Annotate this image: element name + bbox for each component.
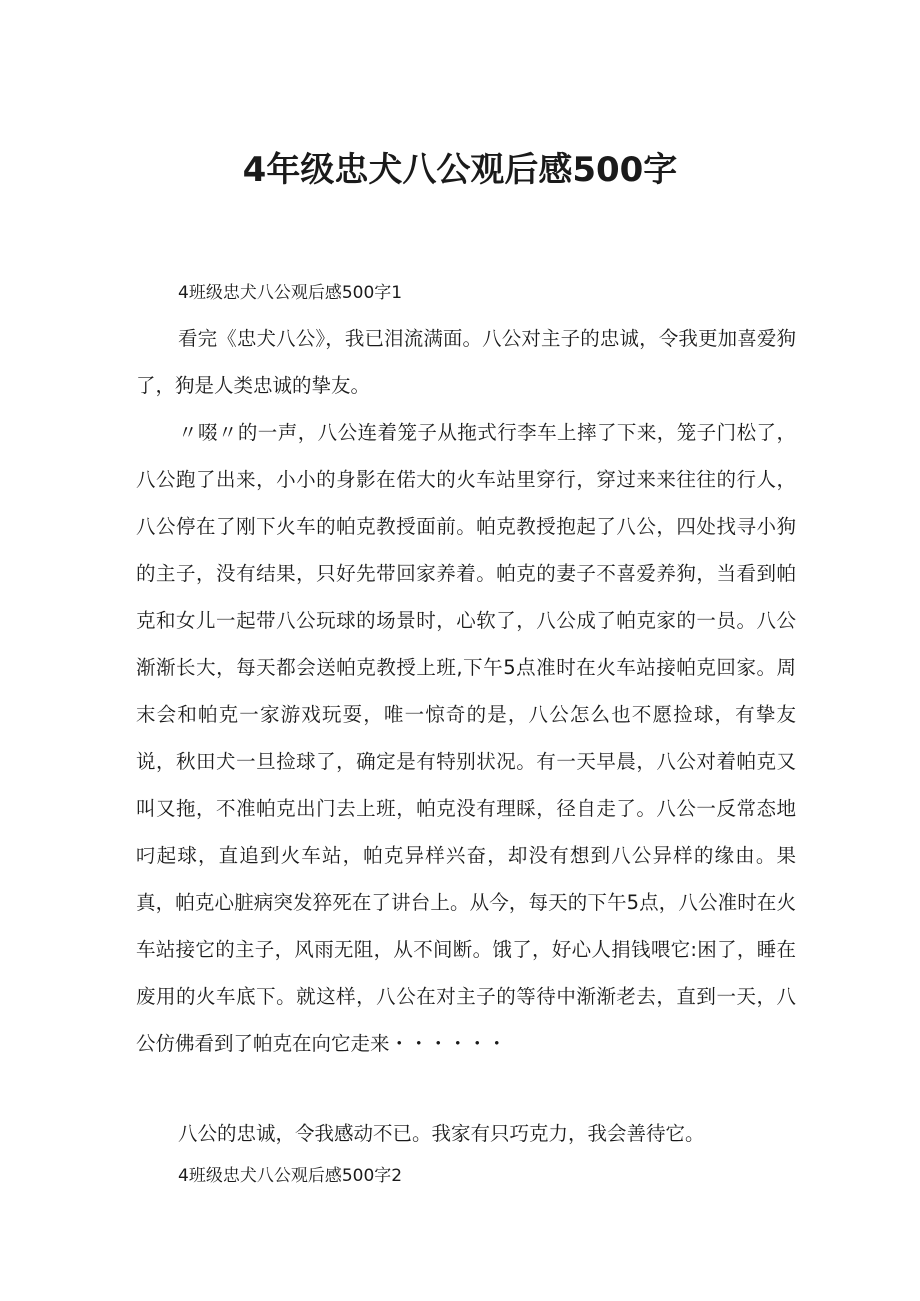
- paragraph-1: 看完《忠犬八公》，我已泪流满面。八公对主子的忠诚，令我更加喜爱狗了，狗是人类忠诚的挚友。: [136, 327, 796, 397]
- paragraph-3: 八公的忠诚，令我感动不已。我家有只巧克力，我会善待它。: [178, 1122, 705, 1145]
- document-title: 4年级忠犬八公观后感500字: [242, 150, 678, 190]
- paragraph-2: 〃啜〃的一声，八公连着笼子从拖式行李车上摔了下来，笼子门松了，八公跑了出来，小小的身影在偌大的火车站里穿行，穿过来来往往的行人，八公停在了刚下火车的帕克教授面前。帕克教授抱起了八公，四处找寻小狗的主子，没有结果，只好先带回家养着。帕克的妻子不喜爱养狗，当看到帕克和女儿一起带八公玩球的场景时，心软了，八公成了帕克家的一员。八公渐渐长大，每天都会送帕克教授上班,下午5点准时在火车站接帕克回家。周末会和帕克一家游戏玩耍，唯一惊奇的是，八公怎么也不愿捡球，有挚友说，秋田犬一旦捡球了，确定是有特别状况。有一天早晨，八公对着帕克又叫又拖，不准帕克出门去上班，帕克没有理睬，径自走了。八公一反常态地叼起球，直追到火车站，帕克异样兴奋，却没有想到八公异样的缘由。果真，帕克心脏病突发猝死在了讲台上。从今，每天的下午5点，八公准时在火车站接它的主子，风雨无阻，从不间断。饿了，好心人捐钱喂它:困了，睡在废用的火车底下。就这样，八公在对主子的等待中渐渐老去，直到一天，八公仿佛看到了帕克在向它走来・・・・・・: [136, 421, 796, 1055]
- section-heading-2: 4班级忠犬八公观后感500字2: [178, 1166, 403, 1186]
- section-heading-1: 4班级忠犬八公观后感500字1: [178, 283, 403, 303]
